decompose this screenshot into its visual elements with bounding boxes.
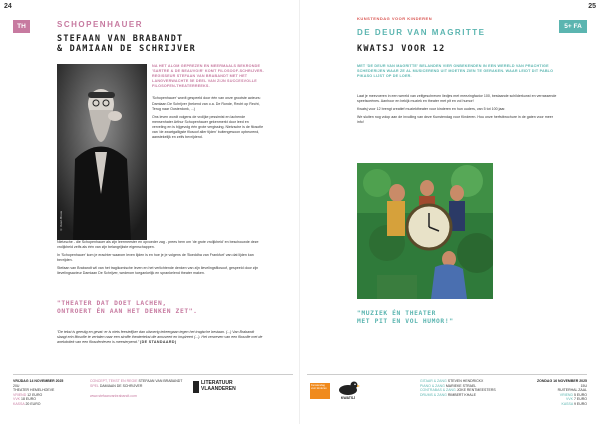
- body-paragraph: Kwatsj voor 12 brengt creatief muziektheater voor kinderen en hun ouders, van 5 tot 100 jaar.: [357, 107, 506, 112]
- page-number-left: 24: [4, 3, 12, 10]
- logo-text: VLAANDEREN: [201, 386, 236, 392]
- pull-quote-line2: ONTROERT ÉN AAN HET DENKEN ZET".: [57, 308, 198, 315]
- event-tag: KUNSTENDAG VOOR KINDEREN: [357, 16, 433, 21]
- body-paragraph: Laat je meevoeren in een wereld van zelfgeschreven liedjes met meezingfactor 100, bestaande schilderkunst en verrassende speelsceènes. Aanhoor en bekijk muziek en theater met pit en vol humor!: [357, 94, 557, 104]
- kunstendag-logo: Kunstendag voor kinderen: [310, 383, 330, 399]
- body-paragraph: Stefaan van Brabandt wil van het tragikomische leven en het verlichtende denken van zijn lievelingsfilosoof, gespeeld door zijn lievelingsacteur Damiaan De Schrijver, wederom toegankelijk en sprankelend theater maken.: [57, 266, 259, 276]
- event-venue: THEATER HEMELHOEVE: [13, 388, 55, 393]
- price-kassa: 9 EURO: [573, 401, 587, 406]
- show-title: KWATSJ VOOR 12: [357, 44, 446, 54]
- price-vriend: 5 EURO: [573, 392, 587, 397]
- genre-badge-theater: TH: [13, 20, 30, 33]
- body-paragraph: Nietzsche - die Schopenhauer als zijn leermeester en opvoeder zag - prees hem om 'de grote vrolijkheid' en beschouwde deze vrolijkheid zelfs als één van zijn belangrijkste eigenschappen.: [57, 240, 259, 250]
- band-photo: [357, 163, 493, 299]
- body-paragraph: We sluiten nog volop aan de invulling van deze Kunstendag voor Kinderen. Hou onze herfstbrochure in de gaten voor meer info!: [357, 115, 553, 125]
- photo-credit: © Koen Broos: [59, 211, 63, 232]
- pull-quote-line1: "MUZIEK ÉN THEATER: [357, 310, 437, 317]
- duck-icon: [336, 380, 360, 396]
- price-vvk: 7 EURO: [573, 397, 587, 402]
- logo-text: LITERATUUR: [201, 380, 233, 387]
- performer-photo: [57, 64, 147, 240]
- role-value: RIMBERT KHALE: [447, 392, 476, 397]
- literatuur-vlaanderen-logo: [193, 381, 236, 393]
- price-kassa: 20 EURO: [25, 401, 41, 406]
- price-label-vriend: VRIEND: [559, 392, 573, 397]
- performer-portrait-image: [57, 64, 147, 240]
- price-vvk: 18 EURO: [21, 397, 36, 402]
- show-kicker: SCHOPENHAUER: [57, 20, 144, 29]
- show-kicker: DE DEUR VAN MAGRITTE: [357, 28, 486, 37]
- pull-quote-line2: MET PIT EN VOL HUMOR!": [357, 318, 454, 325]
- intro-text: NA HET ALOM GEPREZEN EN MEERMAALS BEKRONDE 'SARTRE & DE BEAUVOIR' KOMT FILOSOOF-SCHRIJVER-REGISSEUR STEFAAN VAN BRABANDT MET HET LANGVERWACHTE 5E DEEL VAN ZIJN SUCCESVOLLE FILOSOFEN-THEATERREEKS.: [152, 64, 264, 89]
- body-paragraph: In 'Schopenhauer' kom je erachter waarom leven lijden is en hoe je je volgens de 'Boeddha van Frankfurt' van dat lijden kan bevrijden.: [57, 253, 254, 263]
- role-label: CONTRABAS & ZANG: [420, 388, 456, 393]
- footer-divider: [13, 374, 293, 375]
- role-value: STEVEN HENDRICKX: [447, 379, 484, 383]
- credits: [90, 379, 190, 399]
- show-title-line1: STEFAAN VAN BRABANDT: [57, 34, 184, 44]
- price-label-kassa: KASSA: [13, 401, 25, 406]
- pull-quote: [57, 300, 198, 316]
- credit-value: STEFAAN VAN BRABANDT: [138, 379, 183, 383]
- credit-value: DAMIAAN DE SCHRIJVER: [99, 383, 143, 388]
- intro-column: [152, 64, 264, 143]
- intro-block: [357, 64, 557, 79]
- review-text: "De tekst is geestig en gevat: er is niets feestelijker dan uitvoerig tekeergaan tegen het tragische bestaan. (...) Van Brabandt slaagt erin filosofie te vertalen naar een straffe theatertekst die amuseert en inspireert (...). Het verweven van een filosofie met de anekdotiek van een filosofenleven is meesterpend.": [57, 330, 263, 345]
- pull-quote-line1: "THEATER DAT DOET LACHEN,: [57, 300, 167, 307]
- body-column: [357, 94, 557, 128]
- role-value: JOKE RENTMEESTERS: [456, 388, 496, 393]
- credit-label: CONCEPT, TEKST EN REGIE: [90, 379, 138, 383]
- band-photo-image: [357, 163, 493, 299]
- role-label: PIANO & ZANG: [420, 383, 445, 388]
- logo-mark-icon: [193, 381, 199, 393]
- role-label: GITAAR & ZANG: [420, 379, 447, 383]
- event-info: [13, 379, 71, 407]
- body-full-width: [57, 240, 264, 280]
- event-time: 15U: [580, 383, 587, 388]
- event-info: [527, 379, 587, 407]
- price-label-vriend: VRIEND: [13, 392, 27, 397]
- genre-badge-family: 5+ FA: [559, 20, 587, 33]
- review-quote: [57, 330, 264, 345]
- event-date: VRIJDAG 14 NOVEMBER 2025: [13, 379, 64, 383]
- cast-credits: [420, 379, 524, 397]
- website-link[interactable]: www.stefaanvanbrabandt.com: [90, 394, 137, 399]
- price-label-vvk: VVK: [565, 397, 573, 402]
- show-title-line2: & DAMIAAN DE SCHRIJVER: [57, 44, 196, 54]
- right-page: [300, 0, 600, 424]
- event-date: ZONDAG 16 NOVEMBER 2025: [537, 379, 587, 383]
- role-label: DRUMS & ZANG: [420, 392, 447, 397]
- event-venue: RUITERHAL ZAAL: [557, 388, 587, 393]
- body-paragraph: Ons leven wordt volgens de vrolijke pessimist en lachende mensenhater Arthur Schopenhauer gekenmerkt door leed en verveling en is bijgevolg één grote vergissing. Nietzsche is de filosofie van 'de zwartgalligste filosoof aller tijden' buitengewoon opbeurend, aanstekelijk en zelfs bevrijdend.: [152, 114, 264, 140]
- event-time: 20U: [13, 383, 20, 388]
- body-paragraph: 'Schopenhauer' wordt gespeeld door één van onze grootste acteurs: Damiaan De Schrijver (bekend van o.a. De Ronde, Recht op Recht, Terug naar Oosterdonk, ...): [152, 96, 261, 111]
- role-value: MARIEKE STRAEL: [445, 383, 477, 388]
- review-source: (DE STANDAARD): [140, 340, 177, 345]
- price-label-vvk: VVK: [13, 397, 21, 402]
- intro-text: MET 'DE DEUR VAN MAGRITTE' BELANDEN VIER ONBEKENDEN IN EEN WERELD VAN PRACHTIGE SCHEDERIJEN WAAR ZE AL MUSICEREND UIT MOETEN ZIEN TE GERAKEN. WAAR LEIDT DIT PABLO PIKASO LIJST OP DE LOER.: [357, 64, 554, 79]
- price-vriend: 12 EURO: [27, 392, 43, 397]
- footer-divider: [307, 374, 587, 375]
- page-number-right: 25: [588, 3, 596, 10]
- logo-text: KWATSJ: [340, 396, 356, 400]
- price-label-kassa: KASSA: [561, 401, 573, 406]
- pull-quote: [357, 310, 454, 326]
- credit-label: SPEL: [90, 383, 99, 388]
- kwatsj-logo: [336, 380, 360, 400]
